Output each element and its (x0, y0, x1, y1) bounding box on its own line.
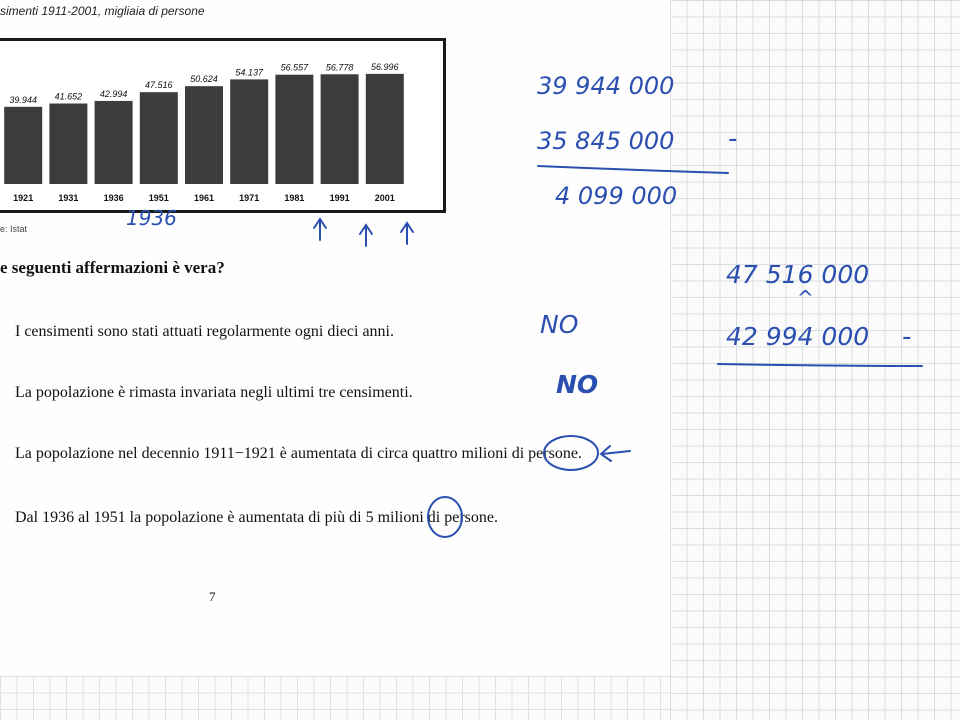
x-tick-label: 2001 (374, 193, 395, 203)
data-label: 50.624 (190, 74, 218, 85)
question-heading: e seguenti affermazioni è vera? (0, 258, 225, 277)
bar-2001 (366, 74, 404, 184)
handwritten-calc1-result: 4 099 000 (555, 182, 678, 210)
x-tick-label: 1936 (103, 193, 124, 203)
x-tick-label: 1951 (148, 193, 169, 203)
data-label: 47.516 (145, 80, 173, 91)
handwritten-answer-1: NO (540, 310, 579, 339)
chart-source: e: Istat (0, 224, 28, 234)
x-tick-label: 1961 (193, 193, 215, 203)
page-number: 7 (209, 589, 216, 604)
x-tick-label: 1991 (329, 193, 350, 203)
handwritten-year-note: 1936 (126, 206, 177, 230)
x-tick-label: 1931 (58, 193, 79, 203)
handwritten-caret: ^ (797, 286, 814, 310)
handwritten-minus: - (728, 124, 738, 154)
bar-1951 (140, 92, 178, 184)
x-tick-label: 1981 (284, 193, 305, 203)
data-label: 54.137 (235, 67, 263, 78)
data-label: 42.994 (99, 88, 128, 99)
data-label: 39.944 (9, 94, 37, 105)
bar-1981 (275, 75, 313, 184)
data-label: 41.652 (54, 91, 83, 102)
handwritten-calc2-line1: 47 516 000 (726, 260, 870, 289)
data-label: 56.778 (325, 62, 354, 73)
chart-caption: simenti 1911-2001, migliaia di persone (0, 4, 205, 18)
bar-chart (0, 41, 443, 210)
bar-1921 (4, 107, 42, 184)
data-label: 56.557 (280, 62, 309, 73)
x-tick-label: 1971 (239, 193, 260, 203)
bar-1991 (321, 74, 359, 184)
handwritten-calc2-line2: 42 994 000 (726, 322, 870, 351)
graph-paper-area (670, 0, 960, 720)
graph-paper-strip (0, 676, 670, 720)
handwritten-answer-2: NO (556, 370, 599, 399)
bar-1971 (230, 79, 268, 184)
handwritten-minus: - (902, 322, 912, 352)
bar-1961 (185, 86, 223, 184)
bar-1931 (49, 104, 87, 184)
statement-3: La popolazione nel decennio 1911−1921 è aumentata di circa quattro milioni di persone. (15, 445, 582, 462)
data-label: 56.996 (371, 61, 399, 72)
x-tick-label: 1921 (13, 193, 34, 203)
statement-2: La popolazione è rimasta invariata negli ultimi tre censimenti. (15, 384, 413, 401)
handwritten-calc1-line2: 35 845 000 (537, 127, 675, 155)
bar-1936 (95, 101, 133, 184)
statement-4: Dal 1936 al 1951 la popolazione è aumentata di più di 5 milioni di persone. (15, 509, 498, 526)
bar-chart-frame (0, 38, 446, 213)
handwritten-calc1-line1: 39 944 000 (537, 72, 675, 100)
statement-1: I censimenti sono stati attuati regolarmente ogni dieci anni. (15, 323, 394, 340)
